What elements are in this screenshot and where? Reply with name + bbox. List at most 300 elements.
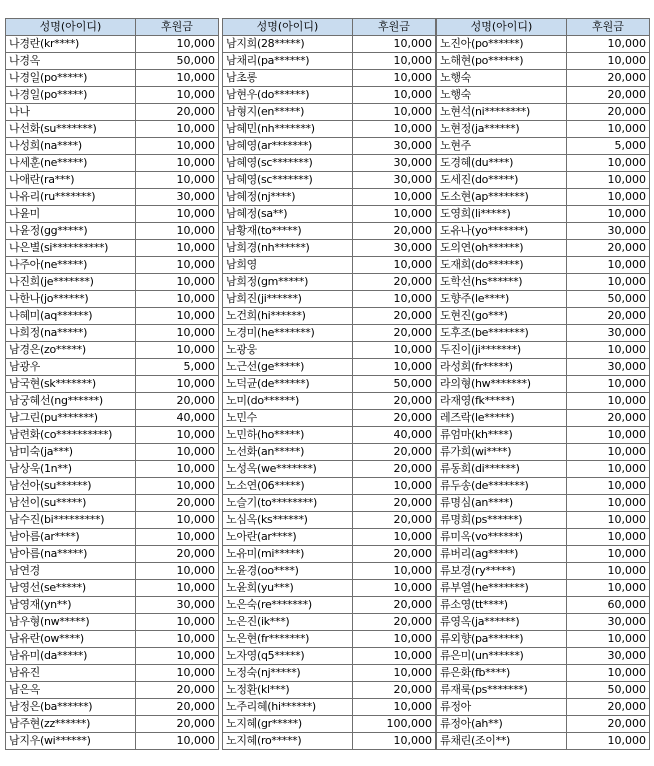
- donor-name-cell: 노윤경(oo****): [223, 563, 353, 580]
- donation-amount-cell: 10,000: [567, 546, 650, 563]
- table-row: [6, 325, 219, 342]
- donor-name-cell: 남희정(gm*****): [223, 274, 353, 291]
- donation-amount-cell: 20,000: [353, 444, 436, 461]
- donation-amount-cell: 10,000: [567, 274, 650, 291]
- donation-amount-cell: 10,000: [353, 665, 436, 682]
- donor-name-cell: 남미숙(ja***): [6, 444, 136, 461]
- table-row: [223, 223, 436, 240]
- donor-name-cell: 라의형(hw*******): [437, 376, 567, 393]
- table-row: [223, 189, 436, 206]
- donor-name-cell: 남지희(28*****): [223, 36, 353, 53]
- table-row: [223, 308, 436, 325]
- donor-name-cell: 나윤정(gg*****): [6, 223, 136, 240]
- donor-name-cell: 남유진: [6, 665, 136, 682]
- table-row: [437, 70, 650, 87]
- donor-table-1: [5, 18, 219, 750]
- table-row: [223, 529, 436, 546]
- donor-name-cell: 남희영: [223, 257, 353, 274]
- donation-amount-cell: 20,000: [567, 308, 650, 325]
- amount-column-header: 후원금: [353, 19, 436, 36]
- donation-amount-cell: 10,000: [567, 563, 650, 580]
- donor-name-cell: 노덕균(de******): [223, 376, 353, 393]
- donor-name-cell: 류두송(de*******): [437, 478, 567, 495]
- table-row: [6, 53, 219, 70]
- table-row: [6, 172, 219, 189]
- donor-name-cell: 도향주(le****): [437, 291, 567, 308]
- table-row: [6, 121, 219, 138]
- donation-amount-cell: 20,000: [353, 410, 436, 427]
- donation-amount-cell: 20,000: [353, 682, 436, 699]
- donation-amount-cell: 10,000: [567, 376, 650, 393]
- table-row: [437, 478, 650, 495]
- donor-name-cell: 나경옥: [6, 53, 136, 70]
- table-row: [223, 240, 436, 257]
- donation-amount-cell: 10,000: [136, 291, 219, 308]
- donor-name-cell: 류명심(an****): [437, 495, 567, 512]
- donation-amount-cell: 10,000: [353, 648, 436, 665]
- table-row: [223, 733, 436, 750]
- donation-amount-cell: 10,000: [136, 87, 219, 104]
- donation-amount-cell: 10,000: [353, 291, 436, 308]
- table-row: [437, 631, 650, 648]
- donor-name-cell: 남희진(ji******): [223, 291, 353, 308]
- donation-amount-cell: 10,000: [567, 36, 650, 53]
- donor-name-cell: 노현석(ni********): [437, 104, 567, 121]
- donor-name-cell: 류엄마(kh****): [437, 427, 567, 444]
- donor-name-cell: 남우형(nw*****): [6, 614, 136, 631]
- table-row: [437, 36, 650, 53]
- donation-amount-cell: 10,000: [567, 733, 650, 750]
- donor-name-cell: 노은현(fr*******): [223, 631, 353, 648]
- donor-name-cell: 남은옥: [6, 682, 136, 699]
- table-row: [6, 291, 219, 308]
- donor-name-cell: 남국현(sk*******): [6, 376, 136, 393]
- table-row: [6, 274, 219, 291]
- table-row: [223, 172, 436, 189]
- table-row: [437, 342, 650, 359]
- donation-amount-cell: 10,000: [567, 665, 650, 682]
- donor-name-cell: 노은숙(re*******): [223, 597, 353, 614]
- donor-name-cell: 남채리(pa******): [223, 53, 353, 70]
- donor-name-cell: 남연경: [6, 563, 136, 580]
- donation-amount-cell: 20,000: [136, 546, 219, 563]
- donation-amount-cell: 30,000: [136, 189, 219, 206]
- table-row: [437, 699, 650, 716]
- table-row: [223, 121, 436, 138]
- amount-column-header: 후원금: [136, 19, 219, 36]
- donation-amount-cell: 10,000: [136, 512, 219, 529]
- donation-amount-cell: 20,000: [136, 495, 219, 512]
- donation-amount-cell: 10,000: [353, 104, 436, 121]
- donor-name-cell: 류재룩(ps*******): [437, 682, 567, 699]
- donor-name-cell: 노건희(hi******): [223, 308, 353, 325]
- table-row: [6, 342, 219, 359]
- donation-amount-cell: 30,000: [353, 138, 436, 155]
- table-row: [6, 223, 219, 240]
- table-row: [6, 87, 219, 104]
- donation-amount-cell: 50,000: [567, 291, 650, 308]
- donation-amount-cell: 20,000: [353, 512, 436, 529]
- donation-amount-cell: 10,000: [567, 495, 650, 512]
- table-row: [223, 359, 436, 376]
- table-row: [437, 223, 650, 240]
- donor-name-cell: 도현진(go***): [437, 308, 567, 325]
- donor-name-cell: 류은미(un******): [437, 648, 567, 665]
- donor-name-cell: 노민수: [223, 410, 353, 427]
- table-row: [437, 172, 650, 189]
- table-row: [223, 563, 436, 580]
- donor-name-cell: 도후조(be*******): [437, 325, 567, 342]
- table-row: [6, 257, 219, 274]
- donor-name-cell: 나진희(je*******): [6, 274, 136, 291]
- donor-name-cell: 노주리혜(hi******): [223, 699, 353, 716]
- donation-amount-cell: 10,000: [136, 648, 219, 665]
- table-row: [437, 376, 650, 393]
- table-row: [223, 393, 436, 410]
- donation-amount-cell: 10,000: [136, 733, 219, 750]
- table-row: [437, 393, 650, 410]
- donation-amount-cell: 10,000: [136, 376, 219, 393]
- donation-amount-cell: 10,000: [353, 342, 436, 359]
- donor-name-cell: 노진아(po******): [437, 36, 567, 53]
- table-row: [223, 614, 436, 631]
- donor-name-cell: 노현정(ja******): [437, 121, 567, 138]
- donor-name-cell: 남선이(su*****): [6, 495, 136, 512]
- table-row: [6, 393, 219, 410]
- donation-amount-cell: 20,000: [353, 546, 436, 563]
- donor-name-cell: 나한나(jo******): [6, 291, 136, 308]
- donor-name-cell: 남혜영(ar*******): [223, 138, 353, 155]
- donor-table-2: [222, 18, 436, 750]
- donation-amount-cell: 20,000: [567, 87, 650, 104]
- donation-amount-cell: 50,000: [353, 376, 436, 393]
- donation-amount-cell: 20,000: [567, 699, 650, 716]
- donation-amount-cell: 5,000: [567, 138, 650, 155]
- table-row: [437, 461, 650, 478]
- table-row: [437, 410, 650, 427]
- donation-amount-cell: 30,000: [567, 359, 650, 376]
- donation-amount-cell: 20,000: [567, 70, 650, 87]
- donation-amount-cell: 10,000: [136, 308, 219, 325]
- donation-amount-cell: 30,000: [567, 223, 650, 240]
- table-row: [6, 614, 219, 631]
- table-row: [223, 648, 436, 665]
- name-column-header: 성명(아이디): [223, 19, 353, 36]
- table-row: [437, 529, 650, 546]
- table-row: [437, 665, 650, 682]
- table-row: [437, 104, 650, 121]
- donation-amount-cell: 40,000: [136, 410, 219, 427]
- donor-name-cell: 노경미(he*******): [223, 325, 353, 342]
- donor-name-cell: 류가희(wi****): [437, 444, 567, 461]
- table-row: [223, 495, 436, 512]
- donor-name-cell: 남황재(to*****): [223, 223, 353, 240]
- donation-amount-cell: 60,000: [567, 597, 650, 614]
- donor-name-cell: 노지혜(gr*****): [223, 716, 353, 733]
- table-row: [223, 138, 436, 155]
- table-row: [6, 427, 219, 444]
- donation-amount-cell: 20,000: [353, 614, 436, 631]
- table-row: [223, 461, 436, 478]
- donation-amount-cell: 20,000: [353, 325, 436, 342]
- table-row: [223, 104, 436, 121]
- donation-amount-cell: 20,000: [136, 682, 219, 699]
- name-column-header: 성명(아이디): [437, 19, 567, 36]
- donor-name-cell: 류버리(ag*****): [437, 546, 567, 563]
- name-column-header: 성명(아이디): [6, 19, 136, 36]
- table-row: [6, 206, 219, 223]
- donation-amount-cell: 10,000: [567, 189, 650, 206]
- donation-amount-cell: 10,000: [567, 121, 650, 138]
- donor-name-cell: 류명희(ps******): [437, 512, 567, 529]
- donor-name-cell: 남상욱(1n**): [6, 461, 136, 478]
- donor-name-cell: 류소영(tt****): [437, 597, 567, 614]
- donor-name-cell: 라재영(fk*****): [437, 393, 567, 410]
- donation-amount-cell: 10,000: [136, 461, 219, 478]
- donation-amount-cell: 10,000: [567, 427, 650, 444]
- donation-amount-cell: 10,000: [353, 631, 436, 648]
- donor-name-cell: 도의연(oh******): [437, 240, 567, 257]
- donor-name-cell: 남아름(ar****): [6, 529, 136, 546]
- donation-amount-cell: 10,000: [136, 614, 219, 631]
- table-row: [223, 53, 436, 70]
- table-row: [437, 325, 650, 342]
- donation-amount-cell: 10,000: [567, 580, 650, 597]
- table-row: [223, 427, 436, 444]
- donation-amount-cell: 20,000: [567, 716, 650, 733]
- donation-amount-cell: 10,000: [136, 138, 219, 155]
- donation-amount-cell: 100,000: [353, 716, 436, 733]
- table-row: [437, 240, 650, 257]
- donation-amount-cell: 10,000: [353, 563, 436, 580]
- donor-name-cell: 노현주: [437, 138, 567, 155]
- donor-name-cell: 남유미(da*****): [6, 648, 136, 665]
- donor-name-cell: 남지우(wi******): [6, 733, 136, 750]
- table-row: [6, 648, 219, 665]
- donation-amount-cell: 10,000: [567, 529, 650, 546]
- table-row: [6, 733, 219, 750]
- donor-name-cell: 나선화(su*******): [6, 121, 136, 138]
- donor-name-cell: 남영재(yn**): [6, 597, 136, 614]
- table-row: [6, 240, 219, 257]
- donor-name-cell: 나주아(ne*****): [6, 257, 136, 274]
- donor-name-cell: 류부열(he*******): [437, 580, 567, 597]
- donation-amount-cell: 10,000: [353, 699, 436, 716]
- donation-amount-cell: 10,000: [136, 274, 219, 291]
- table-row: [6, 359, 219, 376]
- table-row: [437, 648, 650, 665]
- donor-name-cell: 나혜미(aq******): [6, 308, 136, 325]
- table-row: [223, 36, 436, 53]
- donation-amount-cell: 10,000: [136, 427, 219, 444]
- donation-amount-cell: 20,000: [567, 104, 650, 121]
- donation-amount-cell: 10,000: [353, 36, 436, 53]
- donor-name-cell: 나세훈(ne*****): [6, 155, 136, 172]
- donation-amount-cell: 20,000: [353, 597, 436, 614]
- donor-name-cell: 노정숙(nj*****): [223, 665, 353, 682]
- donor-name-cell: 남혜민(nh*******): [223, 121, 353, 138]
- table-row: [223, 274, 436, 291]
- table-row: [223, 206, 436, 223]
- donor-name-cell: 남혜정(nj****): [223, 189, 353, 206]
- donor-name-cell: 도재희(do******): [437, 257, 567, 274]
- table-row: [223, 87, 436, 104]
- donation-amount-cell: 20,000: [567, 240, 650, 257]
- donor-name-cell: 노슬기(to********): [223, 495, 353, 512]
- table-row: [6, 529, 219, 546]
- donor-name-cell: 남혜정(sa**): [223, 206, 353, 223]
- table-row: [6, 36, 219, 53]
- donor-name-cell: 류은화(fb****): [437, 665, 567, 682]
- donation-amount-cell: 10,000: [567, 172, 650, 189]
- table-row: [437, 155, 650, 172]
- donation-amount-cell: 50,000: [567, 682, 650, 699]
- donor-name-cell: 도소현(ap*******): [437, 189, 567, 206]
- donor-name-cell: 남주현(zz******): [6, 716, 136, 733]
- donation-amount-cell: 10,000: [136, 580, 219, 597]
- donor-name-cell: 남그린(pu*******): [6, 410, 136, 427]
- table-row: [223, 597, 436, 614]
- table-row: [6, 138, 219, 155]
- table-row: [6, 546, 219, 563]
- donor-name-cell: 남선아(su******): [6, 478, 136, 495]
- donation-amount-cell: 10,000: [136, 665, 219, 682]
- donor-name-cell: 노자영(q5*****): [223, 648, 353, 665]
- donor-name-cell: 남형지(en*****): [223, 104, 353, 121]
- donation-amount-cell: 30,000: [353, 172, 436, 189]
- table-row: [437, 291, 650, 308]
- table-row: [223, 155, 436, 172]
- donation-amount-cell: 10,000: [136, 121, 219, 138]
- table-row: [223, 410, 436, 427]
- donation-amount-cell: 50,000: [136, 53, 219, 70]
- table-row: [6, 665, 219, 682]
- donation-amount-cell: 30,000: [567, 325, 650, 342]
- donor-name-cell: 노해현(po******): [437, 53, 567, 70]
- donation-amount-cell: 20,000: [353, 308, 436, 325]
- donor-name-cell: 노성옥(we*******): [223, 461, 353, 478]
- donation-amount-cell: 20,000: [567, 410, 650, 427]
- table-row: [6, 631, 219, 648]
- table-row: [437, 546, 650, 563]
- donor-name-cell: 남유란(ow****): [6, 631, 136, 648]
- donor-name-cell: 노윤희(yu***): [223, 580, 353, 597]
- table-row: [6, 308, 219, 325]
- donor-name-cell: 류외향(pa******): [437, 631, 567, 648]
- donation-amount-cell: 10,000: [567, 155, 650, 172]
- table-row: [437, 206, 650, 223]
- donation-amount-cell: 10,000: [136, 240, 219, 257]
- donor-name-cell: 노미(do******): [223, 393, 353, 410]
- donor-name-cell: 노민하(ho*****): [223, 427, 353, 444]
- donation-amount-cell: 10,000: [567, 478, 650, 495]
- donation-amount-cell: 10,000: [353, 53, 436, 70]
- table-row: [437, 274, 650, 291]
- donation-amount-cell: 40,000: [353, 427, 436, 444]
- donation-amount-cell: 10,000: [567, 631, 650, 648]
- donation-amount-cell: 10,000: [353, 206, 436, 223]
- donor-name-cell: 노아란(ar****): [223, 529, 353, 546]
- table-row: [437, 189, 650, 206]
- table-row: [223, 699, 436, 716]
- table-row: [437, 138, 650, 155]
- donation-amount-cell: 30,000: [567, 614, 650, 631]
- table-row: [6, 376, 219, 393]
- table-row: [223, 325, 436, 342]
- donor-name-cell: 남초롱: [223, 70, 353, 87]
- donation-amount-cell: 10,000: [567, 53, 650, 70]
- donor-name-cell: 나경란(kr****): [6, 36, 136, 53]
- donor-name-cell: 남혜영(sc*******): [223, 155, 353, 172]
- donor-name-cell: 류보경(ry*****): [437, 563, 567, 580]
- table-row: [223, 546, 436, 563]
- donor-name-cell: 두진이(ji*******): [437, 342, 567, 359]
- donor-name-cell: 노정환(kl***): [223, 682, 353, 699]
- table-row: [6, 444, 219, 461]
- amount-column-header: 후원금: [567, 19, 650, 36]
- donor-table-3: [436, 18, 650, 750]
- donor-name-cell: 도학선(hs******): [437, 274, 567, 291]
- table-row: [6, 495, 219, 512]
- donation-amount-cell: 20,000: [353, 461, 436, 478]
- table-row: [6, 512, 219, 529]
- donation-amount-cell: 10,000: [136, 155, 219, 172]
- table-row: [223, 682, 436, 699]
- donation-amount-cell: 10,000: [353, 733, 436, 750]
- table-row: [6, 189, 219, 206]
- donor-name-cell: 남혜영(sc*******): [223, 172, 353, 189]
- table-row: [223, 665, 436, 682]
- donor-name-cell: 나애란(ra***): [6, 172, 136, 189]
- table-row: [437, 53, 650, 70]
- donor-name-cell: 노선화(an*****): [223, 444, 353, 461]
- donation-amount-cell: 10,000: [136, 172, 219, 189]
- donation-amount-cell: 20,000: [136, 104, 219, 121]
- table-row: [223, 512, 436, 529]
- donor-name-cell: 류정아: [437, 699, 567, 716]
- donor-name-cell: 나성희(na****): [6, 138, 136, 155]
- donation-amount-cell: 10,000: [567, 461, 650, 478]
- table-row: [437, 121, 650, 138]
- table-row: [437, 512, 650, 529]
- donation-amount-cell: 10,000: [567, 512, 650, 529]
- donor-name-cell: 노근선(ge*****): [223, 359, 353, 376]
- donation-amount-cell: 10,000: [136, 529, 219, 546]
- donation-amount-cell: 10,000: [136, 70, 219, 87]
- donation-amount-cell: 30,000: [353, 240, 436, 257]
- donor-name-cell: 남현우(do******): [223, 87, 353, 104]
- table-row: [437, 682, 650, 699]
- table-row: [437, 733, 650, 750]
- table-row: [437, 563, 650, 580]
- table-row: [437, 87, 650, 104]
- donor-name-cell: 나은별(si**********): [6, 240, 136, 257]
- donor-name-cell: 도영희(li*****): [437, 206, 567, 223]
- donation-amount-cell: 20,000: [353, 274, 436, 291]
- donation-amount-cell: 20,000: [136, 699, 219, 716]
- table-row: [437, 308, 650, 325]
- donor-name-cell: 나경일(po*****): [6, 87, 136, 104]
- table-row: [223, 291, 436, 308]
- table-row: [437, 257, 650, 274]
- table-row: [437, 597, 650, 614]
- donor-name-cell: 노소연(06*****): [223, 478, 353, 495]
- table-row: [223, 631, 436, 648]
- donor-name-cell: 노은진(ik***): [223, 614, 353, 631]
- donor-name-cell: 노심옥(ks******): [223, 512, 353, 529]
- donor-name-cell: 레즈락(le*****): [437, 410, 567, 427]
- donor-name-cell: 나경일(po*****): [6, 70, 136, 87]
